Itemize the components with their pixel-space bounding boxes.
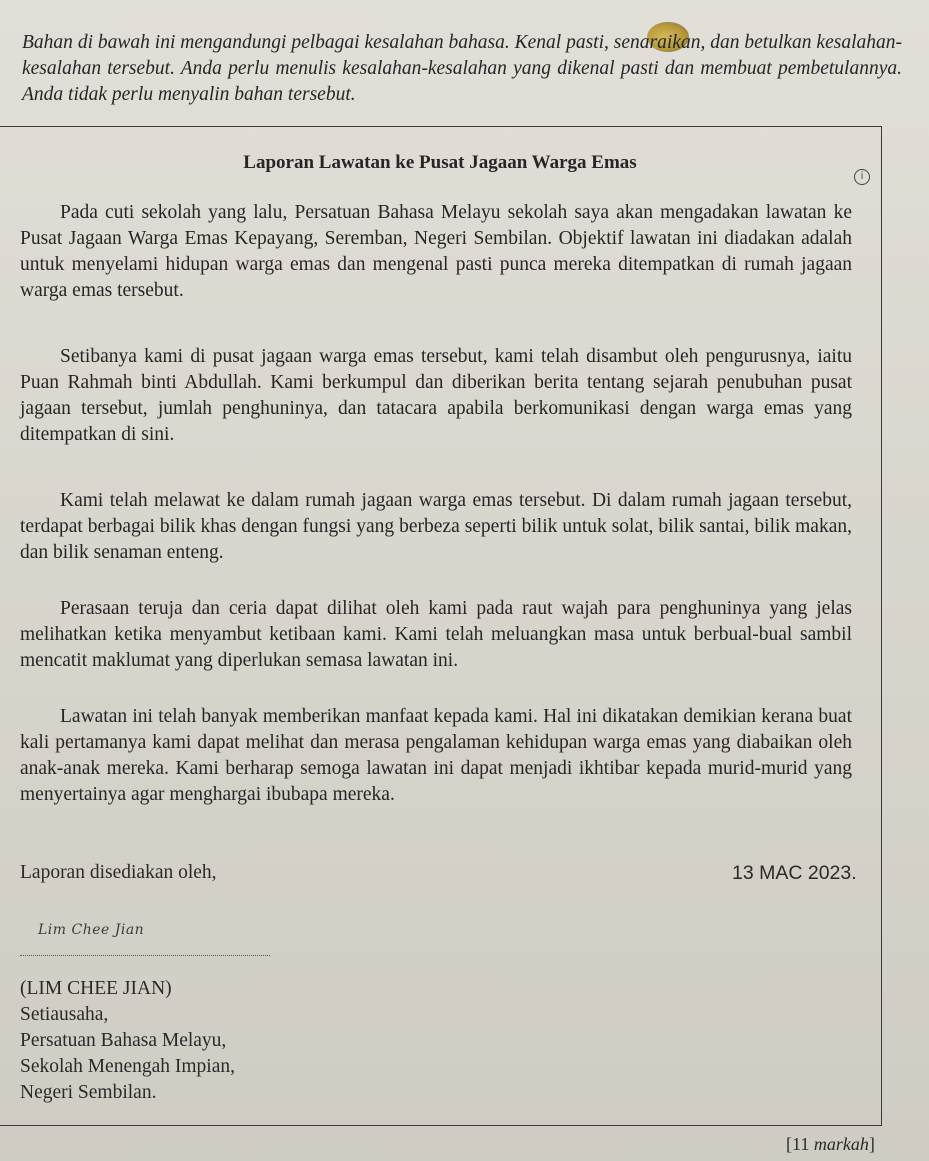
handwritten-signature: Lim Chee Jian [38, 922, 145, 938]
prepared-by-label: Laporan disediakan oleh, [20, 862, 217, 883]
marks-close: ] [868, 1134, 875, 1154]
report-paragraph [20, 344, 852, 448]
report-date: 13 MAC 2023. [732, 862, 857, 884]
marks-label [786, 1134, 875, 1155]
paragraph-text: Setibanya kami di pusat jagaan warga emas tersebut, kami telah disambut oleh pengurusnya, iaitu Puan Rahmah binti Abdullah. Kami berkumpul dan diberikan berita tentang sejarah penubuhan pusat jagaan tersebut, jumlah penghuninya, dan tatacara apabila berkomunikasi dengan warga emas yang ditempatkan di sini. [20, 346, 852, 445]
signatory-block [20, 976, 235, 1106]
signatory-state: Negeri Sembilan. [20, 1082, 157, 1103]
marks-open: [11 [786, 1134, 814, 1154]
info-icon: i [854, 169, 870, 185]
paragraph-text: Kami telah melawat ke dalam rumah jagaan warga emas tersebut. Di dalam rumah jagaan tersebut, terdapat berbagai bilik khas dengan fungsi yang berbeza seperti bilik untuk solat, bilik santai, bilik makan, dan bilik senaman enteng. [20, 490, 852, 563]
signature-line [20, 955, 270, 956]
marks-word: markah [813, 1134, 869, 1154]
report-paragraph [20, 488, 852, 566]
question-instruction: Bahan di bawah ini mengandungi pelbagai kesalahan bahasa. Kenal pasti, senaraikan, dan betulkan kesalahan-kesalahan tersebut. Anda perlu menulis kesalahan-kesalahan yang dikenal pasti dan membuat pembetulannya. Anda tidak perlu menyalin bahan tersebut. [22, 32, 902, 105]
signatory-organization: Persatuan Bahasa Melayu, [20, 1030, 227, 1051]
report-paragraph [20, 200, 852, 304]
paragraph-text: Perasaan teruja dan ceria dapat dilihat oleh kami pada raut wajah para penghuninya yang jelas melihatkan ketika menyambut ketibaan kami. Kami telah meluangkan masa untuk berbual-bual sambil mencatit maklumat yang diperlukan semasa lawatan ini. [20, 598, 852, 671]
report-title: Laporan Lawatan ke Pusat Jagaan Warga Emas [243, 152, 637, 173]
signatory-position: Setiausaha, [20, 1004, 109, 1025]
signatory-name: (LIM CHEE JIAN) [20, 978, 172, 999]
report-paragraph [20, 704, 852, 808]
report-paragraph [20, 596, 852, 674]
paragraph-text: Pada cuti sekolah yang lalu, Persatuan Bahasa Melayu sekolah saya akan mengadakan lawatan ke Pusat Jagaan Warga Emas Kepayang, Seremban, Negeri Sembilan. Objektif lawatan ini diadakan adalah untuk menyelami hidupan warga emas dan mengenal pasti punca mereka ditempatkan di rumah jagaan warga emas tersebut. [20, 202, 852, 301]
paragraph-text: Lawatan ini telah banyak memberikan manfaat kepada kami. Hal ini dikatakan demikian kerana buat kali pertamanya kami dapat melihat dan merasa pengalaman kehidupan warga emas yang diabaikan oleh anak-anak mereka. Kami berharap semoga lawatan ini dapat menjadi ikhtibar kepada murid-murid yang menyertainya agar menghargai ibubapa mereka. [20, 706, 852, 805]
signatory-school: Sekolah Menengah Impian, [20, 1056, 235, 1077]
